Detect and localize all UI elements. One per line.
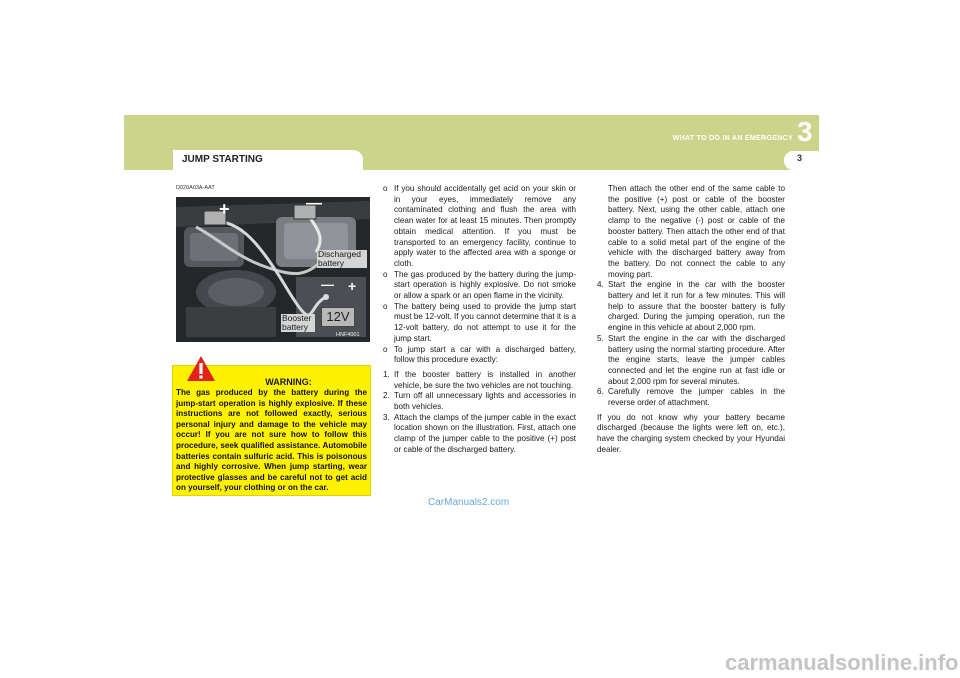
closing-paragraph: If you do not know why your battery became discharged (because the lights were left on, etc.), have the charging system checked by your Hyundai dealer.	[597, 412, 785, 454]
warning-heading: WARNING:	[265, 377, 312, 387]
section-title: JUMP STARTING	[182, 154, 263, 165]
figure-code: D020A03A-AAT	[176, 185, 215, 191]
warning-icon	[186, 355, 216, 382]
bullet-item: o If you should accidentally get acid on your skin or in your eyes, immediately remove any contaminated clothing and flush the area with clean water for at least 15 minutes. Then promptly obtain medical attention. If you must be transported to an emergency facility, continue to apply water to the affected area with a sponge or cloth.	[383, 184, 576, 268]
bullet-item: o The battery being used to provide the jump start must be 12-volt. If you cannot determine that it is a 12-volt battery, do not attempt to use it for the jump start.	[383, 301, 576, 343]
chapter-title: WHAT TO DO IN AN EMERGENCY	[672, 133, 793, 142]
booster-battery-label: Booster battery	[281, 314, 315, 332]
plus-sign-bottom: +	[348, 278, 357, 294]
step-continuation: Then attach the other end of the same cable to the positive (+) post or cable of the booster battery. Next, using the other cable, attach one clamp to the negative (-) post or cable of the booster battery. Then attach the other end of that cable to a solid metal part of the engine of the vehicle with the discharged battery away from the battery. Do not connect the cable to any moving part.	[608, 184, 785, 279]
warning-body: The gas produced by the battery during the jump-start operation is highly explosive. If these instructions are not followed exactly, serious personal injury and damage to the vehicle may occur! If you are not sure how to follow this procedure, seek qualified assistance. Automobile batteries contain sulfuric acid. This is poisonous and highly corrosive. When jump starting, wear protective glasses and be careful not to get acid on yourself, your clothing or on the car.	[176, 388, 367, 493]
plus-sign-top: +	[219, 199, 230, 219]
step-item: 5. Start the engine in the car with the discharged battery using the normal starting procedure. After the engine starts, leave the jumper cables connected and let the engine run at fast idle or about 2,000 rpm for several minutes.	[597, 333, 785, 386]
step-item: 6. Carefully remove the jumper cables in the reverse order of attachment.	[597, 387, 785, 408]
page-number: 3	[797, 153, 803, 163]
right-column	[597, 184, 785, 456]
discharged-battery-label: Discharged battery	[317, 250, 367, 268]
watermark-link[interactable]: CarManuals2.com	[428, 497, 510, 508]
step-item: 4. Start the engine in the car with the booster battery and let it run for a few minutes. This will help to assure that the booster battery is fully charged. During the jumping operation, run the engine in this vehicle at about 2,000 rpm.	[597, 280, 785, 333]
twelve-volt-label: 12V	[321, 307, 355, 327]
figure-id: HNF4001	[336, 332, 360, 338]
bullet-item: o To jump start a car with a discharged battery, follow this procedure exactly:	[383, 344, 576, 365]
warning-box	[172, 365, 371, 496]
step-item: 1. If the booster battery is installed in another vehicle, be sure the two vehicles are not touching.	[383, 369, 576, 390]
bullet-item: o The gas produced by the battery during the jump-start operation is highly explosive. Do not smoke or allow a spark or an open flame in the vicinity.	[383, 269, 576, 301]
step-item: 2. Turn off all unnecessary lights and accessories in both vehicles.	[383, 391, 576, 412]
jump-start-illustration	[176, 197, 370, 342]
minus-sign-top: —	[306, 197, 322, 212]
minus-sign-bottom: —	[321, 277, 334, 292]
chapter-number: 3	[797, 116, 813, 147]
middle-column	[383, 184, 576, 456]
step-item: 3. Attach the clamps of the jumper cable in the exact location shown on the illustration. First, attach one clamp of the jumper cable to the positive (+) post or cable of the discharged battery.	[383, 412, 576, 454]
watermark-site: carmanualsonline.info	[725, 650, 959, 675]
